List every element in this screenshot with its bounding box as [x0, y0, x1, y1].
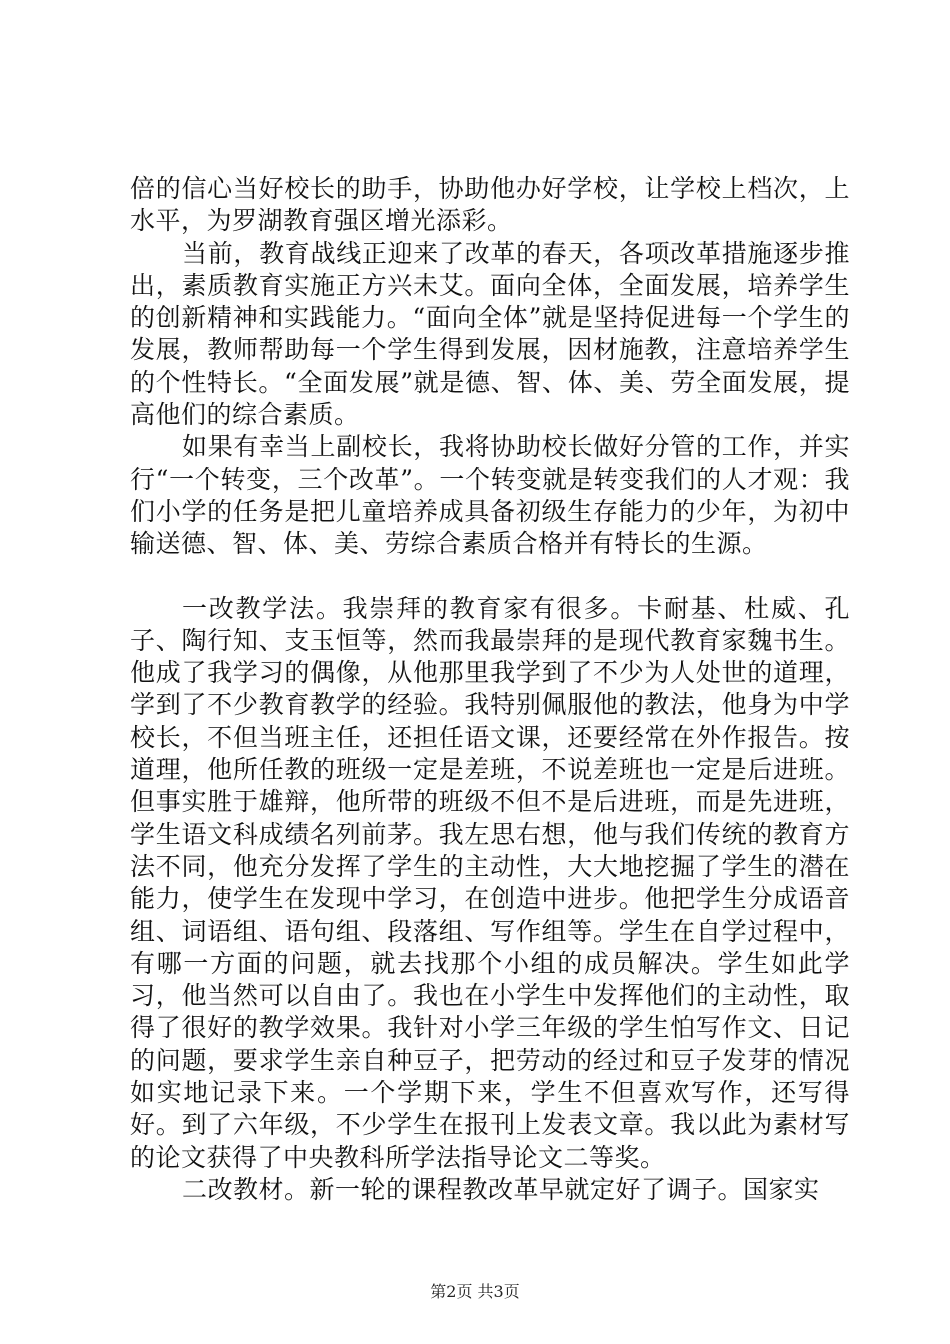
paragraph-continuation: 倍的信心当好校长的助手，协助他办好学校，让学校上档次，上水平，为罗湖教育强区增光添彩。: [130, 174, 850, 236]
paragraph-vice-principal-plan: 如果有幸当上副校长，我将协助校长做好分管的工作，并实行“一个转变，三个改革”。一个转变就是转变我们的人才观：我们小学的任务是把儿童培养成具备初级生存能力的少年，为初中输送德、智、体、美、劳综合素质合格并有特长的生源。: [130, 432, 850, 559]
page-footer: 第2页 共3页: [430, 1282, 520, 1301]
document-body: [130, 173, 850, 1206]
paragraph-teaching-method: 一改教学法。我崇拜的教育家有很多。卡耐基、杜威、孔子、陶行知、支玉恒等，然而我最崇拜的是现代教育家魏书生。他成了我学习的偶像，从他那里我学到了不少为人处世的道理，学到了不少教育教学的经验。我特别佩服他的教法，他身为中学校长，不但当班主任，还担任语文课，还要经常在外作报告。按道理，他所任教的班级一定是差班，不说差班也一定是后进班。但事实胜于雄辩，他所带的班级不但不是后进班，而是先进班，学生语文科成绩名列前茅。我左思右想，他与我们传统的教育方法不同，他充分发挥了学生的主动性，大大地挖掘了学生的潜在能力，使学生在发现中学习，在创造中进步。他把学生分成语音组、词语组、语句组、段落组、写作组等。学生在自学过程中，有哪一方面的问题，就去找那个小组的成员解决。学生如此学习，他当然可以自由了。我也在小学生中发挥他们的主动性，取得了很好的教学效果。我针对小学三年级的学生怕写作文、日记的问题，要求学生亲自种豆子，把劳动的经过和豆子发芽的情况如实地记录下来。一个学期下来，学生不但喜欢写作，还写得好。到了六年级，不少学生在报刊上发表文章。我以此为素材写的论文获得了中央教科所学法指导论文二等奖。: [130, 593, 850, 1172]
paragraph-textbook-reform: 二改教材。新一轮的课程教改革早就定好了调子。国家实: [182, 1174, 820, 1204]
paragraph-education-reform: 当前，教育战线正迎来了改革的春天，各项改革措施逐步推出，素质教育实施正方兴未艾。面向全体，全面发展，培养学生的创新精神和实践能力。“面向全体”就是坚持促进每一个学生的发展，教师帮助每一个学生得到发展，因材施教，注意培养学生的个性特长。“全面发展”就是德、智、体、美、劳全面发展，提高他们的综合素质。: [130, 238, 850, 430]
